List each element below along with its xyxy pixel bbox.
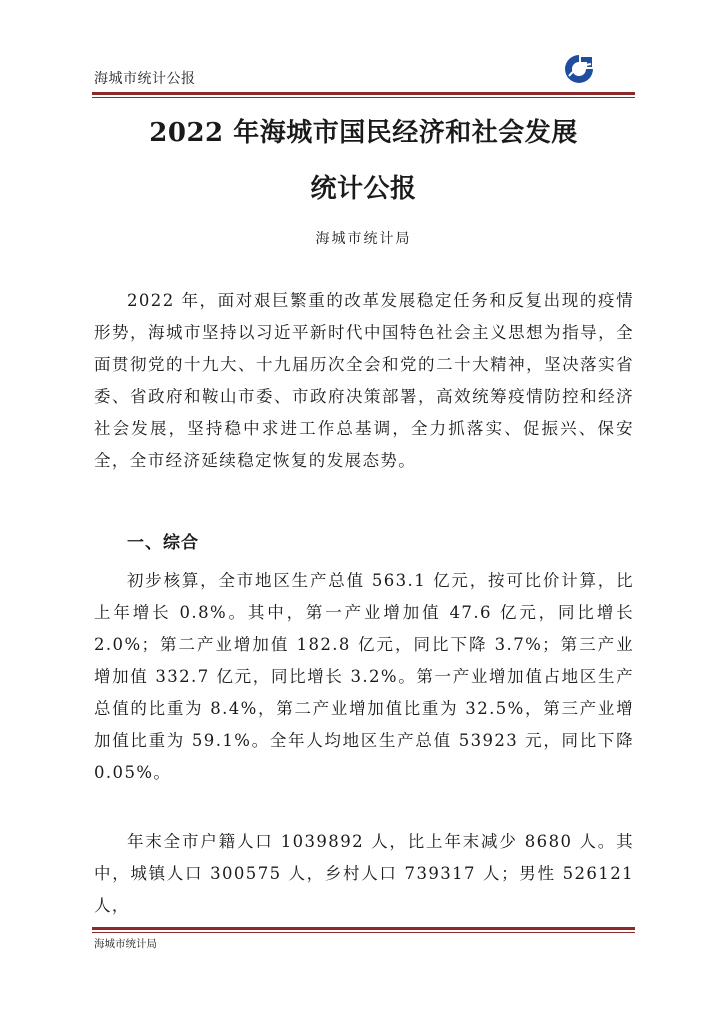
footer-text: 海城市统计局 bbox=[94, 938, 157, 950]
header-rule-thick bbox=[92, 92, 635, 95]
haicheng-statistics-logo-icon bbox=[561, 52, 597, 86]
document-title-line1: 2022 年海城市国民经济和社会发展 bbox=[149, 118, 578, 148]
document-title-line2: 统计公报 bbox=[310, 174, 417, 204]
header-rule-thin bbox=[92, 97, 635, 98]
footer-rule-thick bbox=[92, 927, 635, 930]
gdp-paragraph: 初步核算，全市地区生产总值 563.1 亿元，按可比价计算，比上年增长 0.8%。其中，第一产业增加值 47.6 亿元，同比增长 2.0%；第二产业增加值 182.8 亿元，同比下降 3.7%；第三产业增加值 332.7 亿元，同比增长 3.2%。第一产业增加值占地区生产总值的比重为 8.4%，第二产业增加值比重为 32.5%，第三产业增加值比重为 59.1%。全年人均地区生产总值 53923 元，同比下降 0.05%。 bbox=[94, 571, 634, 782]
section-heading-general: 一、综合 bbox=[127, 533, 199, 553]
document-author: 海城市统计局 bbox=[315, 231, 412, 247]
footer-rule-thin bbox=[92, 932, 635, 933]
page-header bbox=[92, 52, 635, 94]
intro-paragraph: 2022 年，面对艰巨繁重的改革发展稳定任务和反复出现的疫情形势，海城市坚持以习近平新时代中国特色社会主义思想为指导，全面贯彻党的十九大、十九届历次全会和党的二十大精神，坚决落实省委、省政府和鞍山市委、市政府决策部署，高效统筹疫情防控和经济社会发展，坚持稳中求进工作总基调，全力抓落实、促振兴、保安全，全市经济延续稳定恢复的发展态势。 bbox=[94, 291, 634, 470]
population-paragraph: 年末全市户籍人口 1039892 人，比上年末减少 8680 人。其中，城镇人口 300575 人，乡村人口 739317 人；男性 526121 人， bbox=[94, 832, 634, 915]
header-title: 海城市统计公报 bbox=[94, 71, 196, 87]
